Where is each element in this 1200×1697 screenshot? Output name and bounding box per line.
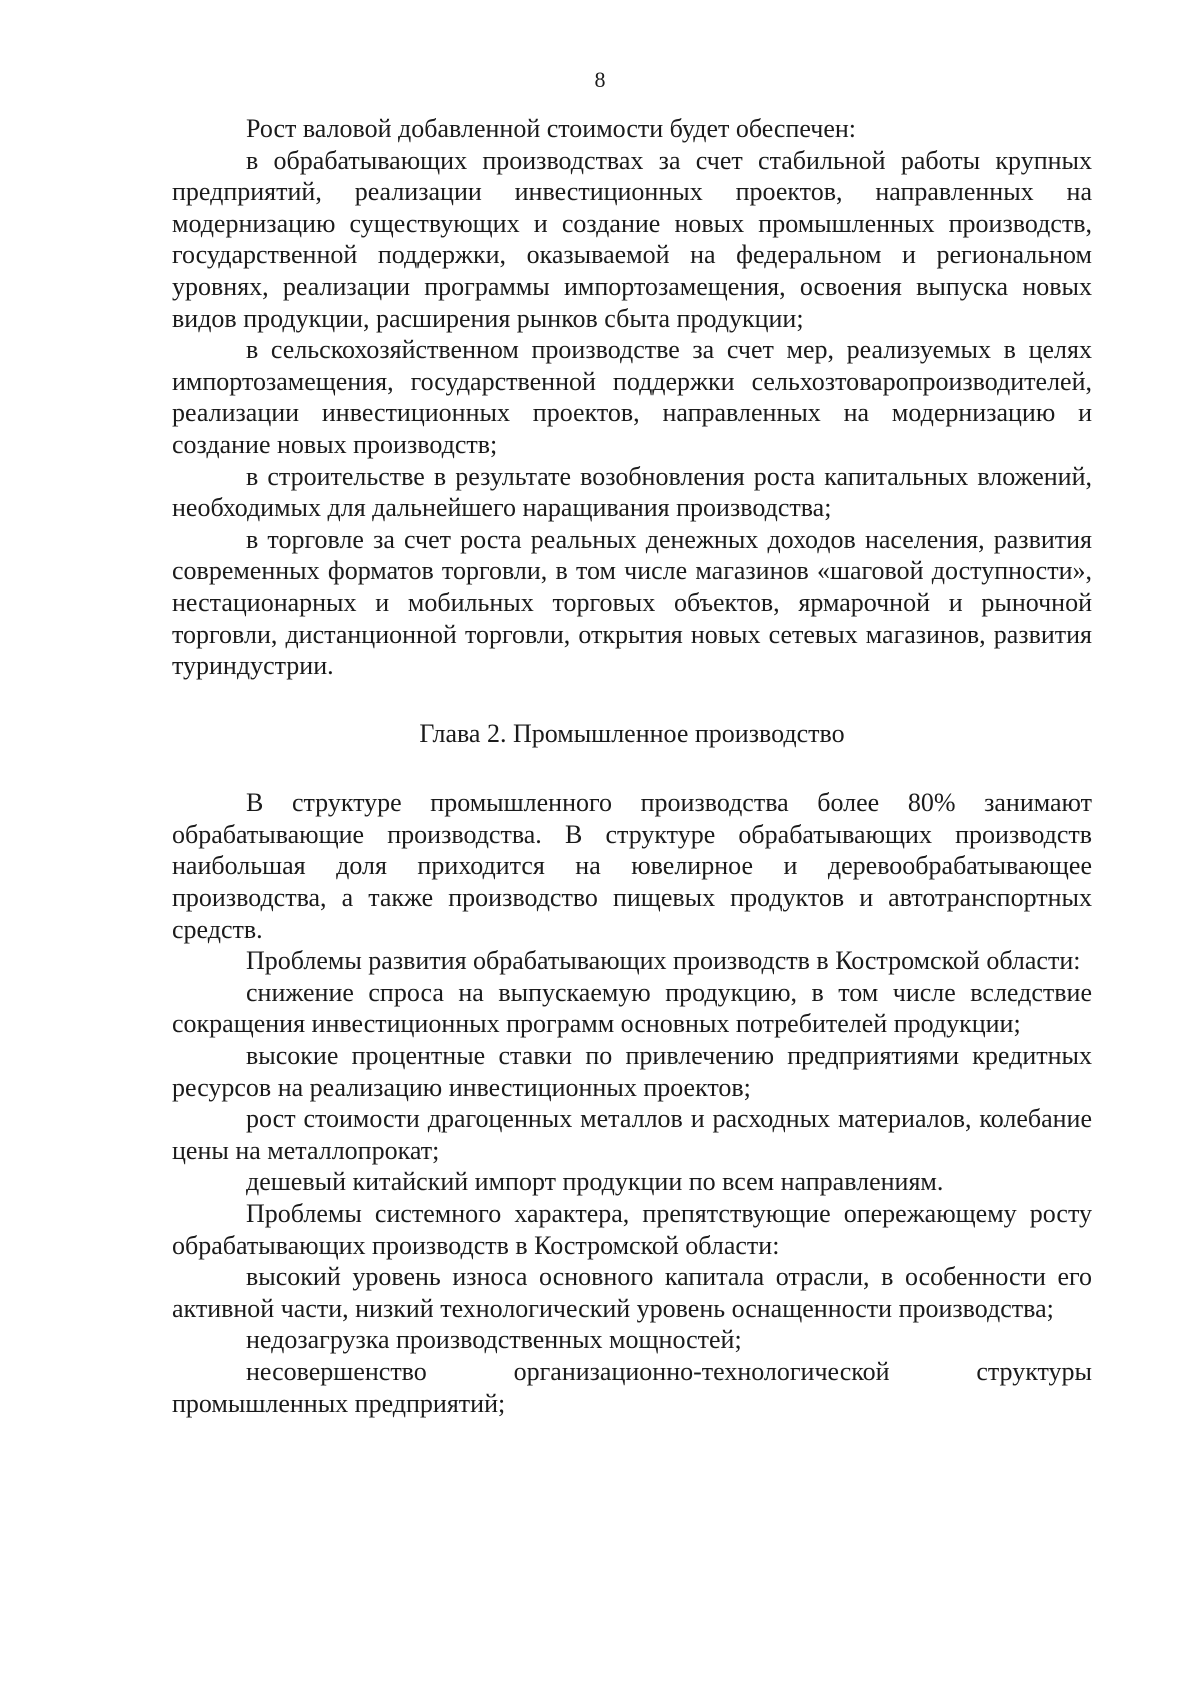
paragraph-problems-intro: Проблемы развития обрабатывающих производств в Костромской области: — [246, 946, 1081, 976]
paragraph-gva-intro: Рост валовой добавленной стоимости будет обеспечен: — [246, 114, 857, 143]
paragraph-manufacturing: в обрабатывающих производствах за счет стабильной работы крупных предприятий, реализации инвестиционных проектов, направленных на модернизацию существующих и создание новых промышленных производств, государственной поддержки, оказываемой на федеральном и региональном уровнях, реализации программы импортозамещения, освоения выпуска новых видов продукции, расширения рынков сбыта продукции; — [172, 145, 1092, 333]
document-body — [172, 113, 1092, 1419]
paragraph-construction: в строительстве в результате возобновления роста капитальных вложений, необходимых для дальнейшего наращивания производства; — [172, 461, 1092, 523]
list-item-systemic-problem: высокий уровень износа основного капитала отрасли, в особенности его активной части, низкий технологический уровень оснащенности производства; — [172, 1262, 1092, 1323]
list-item-problem: снижение спроса на выпускаемую продукцию, в том числе вследствие сокращения инвестиционных программ основных потребителей продукции; — [172, 977, 1092, 1039]
list-item-problem: рост стоимости драгоценных металлов и расходных материалов, колебание цены на металлопрокат; — [172, 1104, 1092, 1165]
list-item-systemic-problem: несовершенство организационно-технологической структуры промышленных предприятий; — [172, 1356, 1092, 1418]
paragraph-systemic-intro: Проблемы системного характера, препятствующие опережающему росту обрабатывающих производств в Костромской области: — [172, 1199, 1092, 1260]
paragraph-agriculture: в сельскохозяйственном производстве за счет мер, реализуемых в целях импортозамещения, государственной поддержки сельхозтоваропроизводителей, реализации инвестиционных проектов, направленных на модернизацию и создание новых производств; — [172, 335, 1092, 459]
paragraph-industry-structure: В структуре промышленного производства более 80% занимают обрабатывающие производства. В структуре обрабатывающих производств наибольшая доля приходится на ювелирное и деревообрабатывающее производства, а также производство пищевых продуктов и автотранспортных средств. — [172, 788, 1092, 944]
list-item-systemic-problem: недозагрузка производственных мощностей; — [246, 1325, 742, 1355]
paragraph-trade: в торговле за счет роста реальных денежных доходов населения, развития современных форматов торговли, в том числе магазинов «шаговой доступности», нестационарных и мобильных торговых объектов, ярмарочной и рыночной торговли, дистанционной торговли, открытия новых сетевых магазинов, развития туриндустрии. — [172, 524, 1092, 681]
chapter-title: Глава 2. Промышленное производство — [419, 718, 845, 748]
page-number: 8 — [594, 67, 606, 92]
list-item-problem: высокие процентные ставки по привлечению предприятиями кредитных ресурсов на реализацию инвестиционных проектов; — [172, 1041, 1092, 1102]
list-item-problem: дешевый китайский импорт продукции по всем направлениям. — [246, 1167, 944, 1197]
